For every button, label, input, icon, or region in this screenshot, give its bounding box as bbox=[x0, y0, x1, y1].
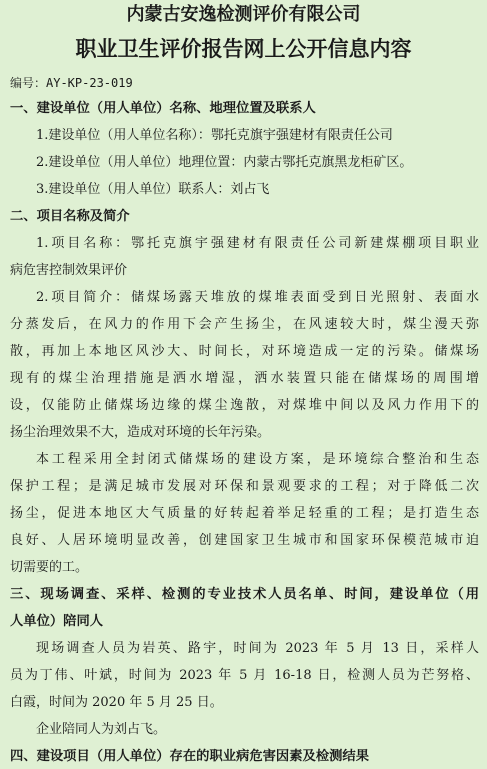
section1-item-2: 2.建设单位（用人单位）地理位置：内蒙古鄂托克旗黑龙柜矿区。 bbox=[36, 155, 413, 170]
section2-intro-line: 设，仅能防止储煤场边缘的煤尘逸散，对煤堆中间以及风力作用下的 bbox=[10, 398, 479, 413]
section2-plan-line: 扬尘，促进本地区大气质量的好转起着举足轻重的工程；是打造生态 bbox=[10, 506, 479, 521]
page-title: 职业卫生评价报告网上公开信息内容 bbox=[75, 36, 412, 61]
section3-heading-line: 三、现场调查、采样、检测的专业技术人员名单、时间，建设单位（用 bbox=[10, 587, 479, 602]
section2-intro-line: 扬尘治理效果不大，造成对环境的长年污染。 bbox=[10, 425, 271, 440]
section2-plan-line: 本工程采用全封闭式储煤场的建设方案，是环境综合整治和生态 bbox=[36, 452, 479, 467]
section2-intro-line: 散，再加上本地区风沙大、时间长，对环境造成一定的污染。储煤场 bbox=[10, 344, 479, 359]
section1-item-1: 1.建设单位（用人单位名称）：鄂托克旗宇强建材有限责任公司 bbox=[36, 128, 393, 143]
section2-intro-line: 现有的煤尘治理措施是洒水增湿，洒水装置只能在储煤场的周围增 bbox=[10, 371, 479, 386]
section2-intro-line: 2.项目简介：储煤场露天堆放的煤堆表面受到日光照射、表面水 bbox=[36, 290, 479, 305]
section2-plan-line: 良好、人居环境明显改善，创建国家卫生城市和国家环保模范城市迫 bbox=[10, 533, 479, 548]
section2-intro-line: 分蒸发后，在风力的作用下会产生扬尘，在风速较大时，煤尘漫天弥 bbox=[10, 317, 479, 332]
section2-name-line: 病危害控制效果评价 bbox=[10, 263, 128, 278]
document-code: 编号：AY-KP-23-019 bbox=[10, 76, 133, 90]
section2-heading: 二、项目名称及简介 bbox=[10, 209, 130, 224]
section3-body-line: 白霞，时间为 2020 年 5 月 25 日。 bbox=[10, 695, 223, 710]
section1-heading: 一、建设单位（用人单位）名称、地理位置及联系人 bbox=[10, 101, 316, 116]
section3-heading-line: 人单位）陪同人 bbox=[10, 614, 104, 629]
section3-body-line: 现场调查人员为岩英、路宇，时间为 2023 年 5 月 13 日，采样人 bbox=[36, 641, 479, 656]
section2-plan-line: 切需要的工。 bbox=[10, 560, 89, 575]
section3-companion: 企业陪同人为刘占飞。 bbox=[36, 722, 167, 737]
section2-plan-line: 保护工程；是满足城市发展对环保和景观要求的工程；对于降低二次 bbox=[10, 479, 479, 494]
section3-body-line: 员为丁伟、叶斌，时间为 2023 年 5 月 16-18 日，检测人员为芒努格、 bbox=[10, 668, 479, 683]
section1-item-3: 3.建设单位（用人单位）联系人：刘占飞 bbox=[36, 182, 270, 197]
section2-name-line: 1.项目名称：鄂托克旗宇强建材有限责任公司新建煤棚项目职业 bbox=[36, 236, 479, 251]
company-name: 内蒙古安逸检测评价有限公司 bbox=[126, 4, 361, 25]
section4-heading: 四、建设项目（用人单位）存在的职业病危害因素及检测结果 bbox=[10, 749, 370, 764]
